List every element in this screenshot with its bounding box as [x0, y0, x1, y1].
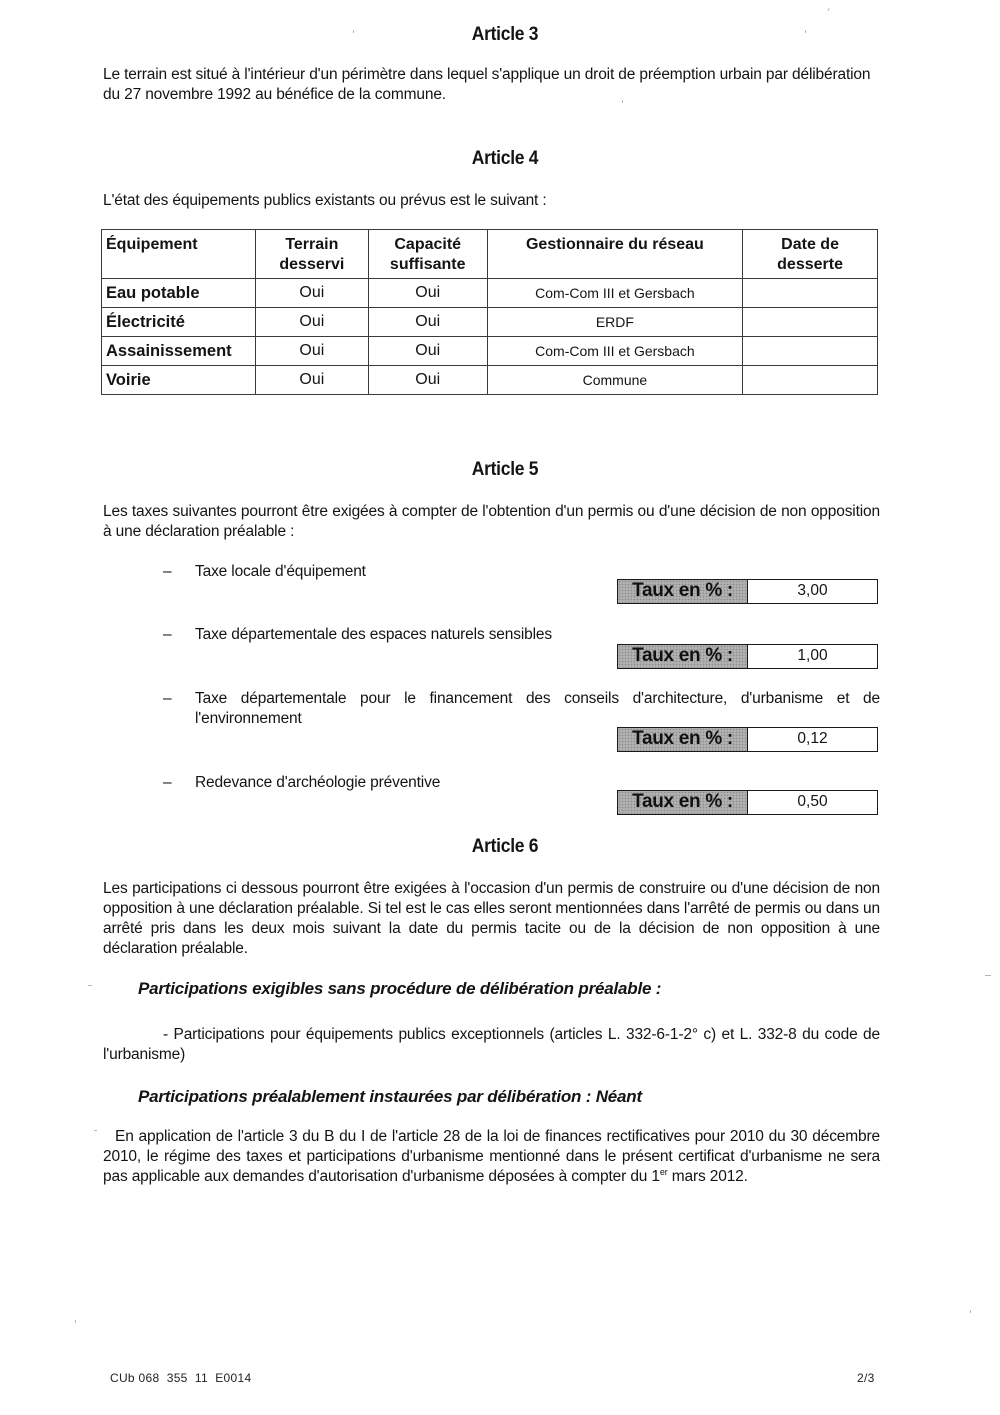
table-row — [102, 279, 878, 308]
col-header-date-desserte — [743, 230, 878, 279]
header-line: desservi — [279, 256, 345, 273]
cell-date-desserte — [743, 366, 878, 395]
equipment-table — [101, 229, 878, 395]
bullet-dash: – — [163, 690, 172, 707]
rate-label: Taux en % : — [618, 728, 748, 751]
cell-terrain-desservi: Oui — [255, 366, 368, 395]
rate-label: Taux en % : — [618, 580, 748, 603]
scan-speck — [827, 8, 829, 11]
rate-box — [617, 790, 878, 815]
bullet-dash: – — [163, 626, 172, 643]
rate-value: 0,50 — [797, 793, 828, 810]
article-6-intro: Les participations ci dessous pourront être exigées à l'occasion d'un permis de construire ou d'une décision de non opposition à une déclaration préalable. Si tel est le cas elles seront mentionnées dans l'arrêté de permis ou dans un arrêté pris dans les deux mois suivant la date du permis tacite ou de la décision de non opposition à une déclaration préalable. — [103, 880, 880, 957]
article-3-heading: Article 3 — [471, 24, 539, 45]
scan-speck — [985, 975, 991, 976]
cell-gestionnaire: Commune — [487, 366, 743, 395]
rate-box — [617, 644, 878, 669]
rate-value: 1,00 — [797, 647, 828, 664]
article-6-heading: Article 6 — [471, 836, 539, 857]
cell-equipement: Eau potable — [102, 279, 256, 308]
col-header-capacite-suffisante — [368, 230, 487, 279]
participation-item-text: - Participations pour équipements publics exceptionnels (articles L. 332-6-1-2° c) et L. 332-8 du code de l'urbanisme) — [103, 1026, 880, 1063]
bullet-dash: – — [163, 563, 172, 580]
cell-date-desserte — [743, 279, 878, 308]
header-line: Équipement — [106, 236, 198, 253]
header-line: Terrain — [285, 236, 339, 253]
cell-gestionnaire: Com-Com III et Gersbach — [487, 279, 743, 308]
note-text: En application de l'article 3 du B du I de l'article 28 de la loi de finances rectificatives pour 2010 du 30 décembre 2010, le régime des taxes et participations d'urbanisme mentionné dans le présent certificat d'urbanisme ne sera pas applicable aux demandes d'autorisation d'urbanisme déposées à compter du 1 — [103, 1128, 880, 1185]
header-line: desserte — [777, 256, 843, 273]
cell-terrain-desservi: Oui — [255, 279, 368, 308]
cell-capacite: Oui — [368, 337, 487, 366]
rate-value: 0,12 — [797, 730, 828, 747]
header-line: Gestionnaire du réseau — [525, 236, 704, 253]
cell-gestionnaire: ERDF — [487, 308, 743, 337]
tax-item — [163, 689, 880, 729]
cell-equipement: Électricité — [102, 308, 256, 337]
cell-capacite: Oui — [368, 308, 487, 337]
article-4-heading: Article 4 — [471, 148, 539, 169]
rate-label: Taux en % : — [618, 791, 748, 814]
subheading-sans-deliberation: Participations exigibles sans procédure de délibération préalable : — [138, 979, 662, 998]
table-row — [102, 308, 878, 337]
cell-capacite: Oui — [368, 366, 487, 395]
cell-equipement: Assainissement — [102, 337, 256, 366]
cell-date-desserte — [743, 337, 878, 366]
cell-date-desserte — [743, 308, 878, 337]
cell-equipement: Voirie — [102, 366, 256, 395]
col-header-gestionnaire — [487, 230, 743, 279]
tax-label: Taxe locale d'équipement — [195, 563, 366, 580]
table-header-row — [102, 230, 878, 279]
tax-item — [163, 625, 880, 645]
rate-box — [617, 727, 878, 752]
tax-label: Taxe départementale des espaces naturels sensibles — [195, 626, 552, 643]
col-header-equipement — [102, 230, 256, 279]
header-line: suffisante — [389, 256, 466, 273]
article-6-note — [103, 1127, 880, 1187]
participation-item — [103, 1025, 880, 1065]
scan-speck — [94, 1130, 97, 1131]
rate-label: Taux en % : — [618, 645, 748, 668]
article-5-heading: Article 5 — [471, 459, 539, 480]
note-superscript: er — [659, 1167, 668, 1177]
tax-label: Taxe départementale pour le financement des conseils d'architecture, d'urbanisme et de l'environnement — [195, 690, 880, 727]
rate-value: 3,00 — [797, 582, 828, 599]
subheading-prealablement-instaurees: Participations préalablement instaurées par délibération : Néant — [138, 1087, 642, 1106]
scan-speck — [970, 1310, 971, 1313]
scan-speck — [75, 1320, 76, 1323]
cell-gestionnaire: Com-Com III et Gersbach — [487, 337, 743, 366]
scan-speck — [88, 985, 92, 986]
cell-terrain-desservi: Oui — [255, 308, 368, 337]
document-reference: CUb 068 355 11 E0014 — [110, 1371, 252, 1385]
header-line: Date de — [781, 236, 839, 253]
article-3-text: Le terrain est situé à l'intérieur d'un périmètre dans lequel s'applique un droit de préemption urbain par délibération du 27 novembre 1992 au bénéfice de la commune. — [103, 66, 871, 103]
rate-box — [617, 579, 878, 604]
header-line: Capacité — [394, 236, 462, 253]
cell-capacite: Oui — [368, 279, 487, 308]
col-header-terrain-desservi — [255, 230, 368, 279]
bullet-dash: – — [163, 774, 172, 791]
article-5-intro: Les taxes suivantes pourront être exigées à compter de l'obtention d'un permis ou d'une décision de non opposition à une déclaration préalable : — [103, 503, 880, 540]
table-row — [102, 366, 878, 395]
table-row — [102, 337, 878, 366]
article-4-intro: L'état des équipements publics existants ou prévus est le suivant : — [103, 192, 547, 209]
tax-label: Redevance d'archéologie préventive — [195, 774, 441, 791]
page-number: 2/3 — [857, 1371, 875, 1385]
cell-terrain-desservi: Oui — [255, 337, 368, 366]
note-text-end: mars 2012. — [667, 1168, 748, 1185]
